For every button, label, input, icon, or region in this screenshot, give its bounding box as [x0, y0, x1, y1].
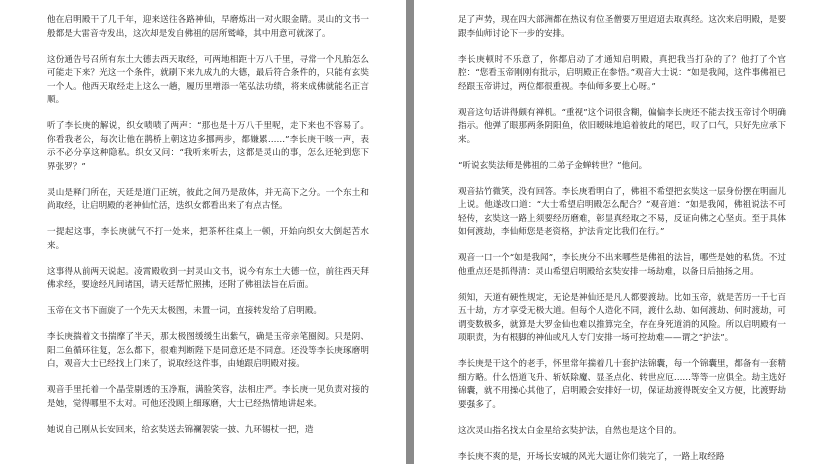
paragraph: 李长庚是干这个的老手，怀里常年揣着几十套护法锦囊，每一个锦囊里，都备有一套精细方略。什么悟道飞升、斩妖除魔、显圣点化、转世应厄……等等一应俱全。劫主选好锦囊，就不用操心其他了，启明殿会安排好一切，保证劫渡得既安全又方便，比渡野劫要强多了。: [458, 359, 786, 410]
paragraph: 观音一口一个“如是我闻”，李长庚分不出来哪些是佛祖的法旨，哪些是她的私货。不过他重点还是抓得清：灵山希望启明殿给玄奘安排一场劫难，以备日后抽扬之用。: [458, 253, 786, 277]
paragraph: 观音这句话讲得颇有禅机。“重视”这个词很含糊，偏偏李长庚还不能去找玉帝讨个明确指示。他弹了眼那两条阴阳鱼，依旧暧昧地追着彼此的尾巴，叹了口气，只好先应承下来。: [458, 107, 786, 145]
paragraph: 她说自己刚从长安回来，给玄奘送去锦襕袈裟一披、九环锡杖一把，造: [47, 424, 314, 435]
paragraph: 听了李长庚的解说，织女啧啧了两声：“那也是十万八千里呢，走下来也不容易了。你看我老公，每次让他在鹊桥上朝这边多挪两步，都嫌累……”李长庚干咳一声，表示不必分享这种隐私。织女又问：“我听来听去，这都是灵山的事，怎么还轮到您下界张罗？”: [47, 121, 369, 172]
paragraph: 足了声势，现在四大部洲都在热议有位圣僧要万里迢迢去取真经。这次来启明殿，是要跟李仙师讨论下一步的安排。: [458, 15, 786, 39]
paragraph: 一提起这事，李长庚就气不打一处来，把茶杯往桌上一顿，开始向织女大倒起苦水来。: [47, 227, 369, 251]
paragraph: 观音拈竹微笑，没有回答。李长庚看明白了，佛祖不希望把玄奘这一层身份摆在明面儿上说。他遂改口道：“大士希望启明殿怎么配合？”观音道：“如是我闻，佛祖说法不可轻传，玄奘这一路上须要经历磨难，彰显真经取之不易，反证向佛之心坚贞。至于具体如何渡劫，李仙师您是老资格，护法肯定比我们在行。”: [458, 186, 786, 237]
page-divider: [406, 0, 414, 464]
left-page-text-column: [47, 14, 369, 450]
paragraph: 李长庚揣着文书揣摩了半天，那太极图缓缓生出紫气，确是玉帝亲笔圈阅。只是阴、阳二鱼循环往复，怎么都下，很难判断陛下是同意还是不同意。还没等李长庚琢磨明白，观音大士已经找上门来了，说取经这件事，由她跟启明殿对接。: [47, 332, 369, 369]
paragraph: 这事得从前两天说起。凌霄殿收到一封灵山文书，说今有东土大德一位，前往西天拜佛求经，要途经凡间诸国，请天廷帮忙照拂，还附了佛祖法旨在后面。: [47, 266, 369, 290]
right-page: [414, 0, 820, 464]
paragraph: 这次灵山指名找太白金星给玄奘护法，自然也是这个目的。: [458, 425, 682, 436]
right-page-text-column: [458, 14, 786, 464]
paragraph: 这份通告号召所有东土大德去西天取经，可两地相距十万八千里，寻常一个凡胎怎么可能走下来？光这一个条件，就刷下来九成九的大德，最后符合条件的，只能有玄奘一个人。他西天取经走上这么一趟，履历里增添一笔弘法功绩，将来成佛就能名正言顺。: [47, 54, 369, 105]
paragraph: 玉帝在文书下面旋了一个先天太极图，未置一词，直接转发给了启明殿。: [47, 306, 323, 316]
paragraph: 他在启明殿干了几千年，迎来送往各路神仙，早磨炼出一对火眼金睛。灵山的文书一般都是大雷音寺发出，这次却是发自佛祖的居所鹫峰，其中用意可就深了。: [47, 15, 369, 39]
paragraph: 观音手里托着一个晶莹剔透的玉净瓶，满脸笑容，法相庄严。李长庚一见负责对接的是她，觉得哪里不太对。可他还没顾上细琢磨，大士已经热情地讲起来。: [47, 385, 369, 409]
left-page: [0, 0, 406, 464]
paragraph: “听说玄奘法师是佛祖的二弟子金蝉转世？”他问。: [458, 160, 648, 171]
paragraph: 须知，天道有硬性规定，无论是神仙还是凡人都要渡劫。比如玉帝，就是苦历一千七百五十劫，方才享受无极大道。但每个人造化不同，渡什么劫、如何渡劫、何时渡劫，可谓变数极多，就算是大罗金仙也难以推算完全，存在身死道消的风险。所以启明殿有一项职责，为有根脚的神仙或凡人专门安排一场可控劫难——谓之“护法”。: [458, 292, 786, 343]
paragraph: 李长庚不爽的是，开场长安城的风光大逼让你们装完了，一路上取经路: [458, 451, 725, 462]
paragraph: 李长庚顿时不乐意了，你都启动了才通知启明殿，真把我当打杂的了？他打了个官腔：“您看玉帝刚刚有批示，启明殿正在参悟。”观音大士说：“如是我闻，这件事佛祖已经跟玉帝讲过，两位都很重视。李仙师多要上心呀。”: [458, 54, 786, 92]
paragraph: 灵山是释门所在，天廷是道门正统，彼此之间乃是敌体，并无高下之分。一个东土和尚取经，让启明殿的老神仙忙活，迭织女都看出来了有点古怪。: [47, 187, 369, 211]
